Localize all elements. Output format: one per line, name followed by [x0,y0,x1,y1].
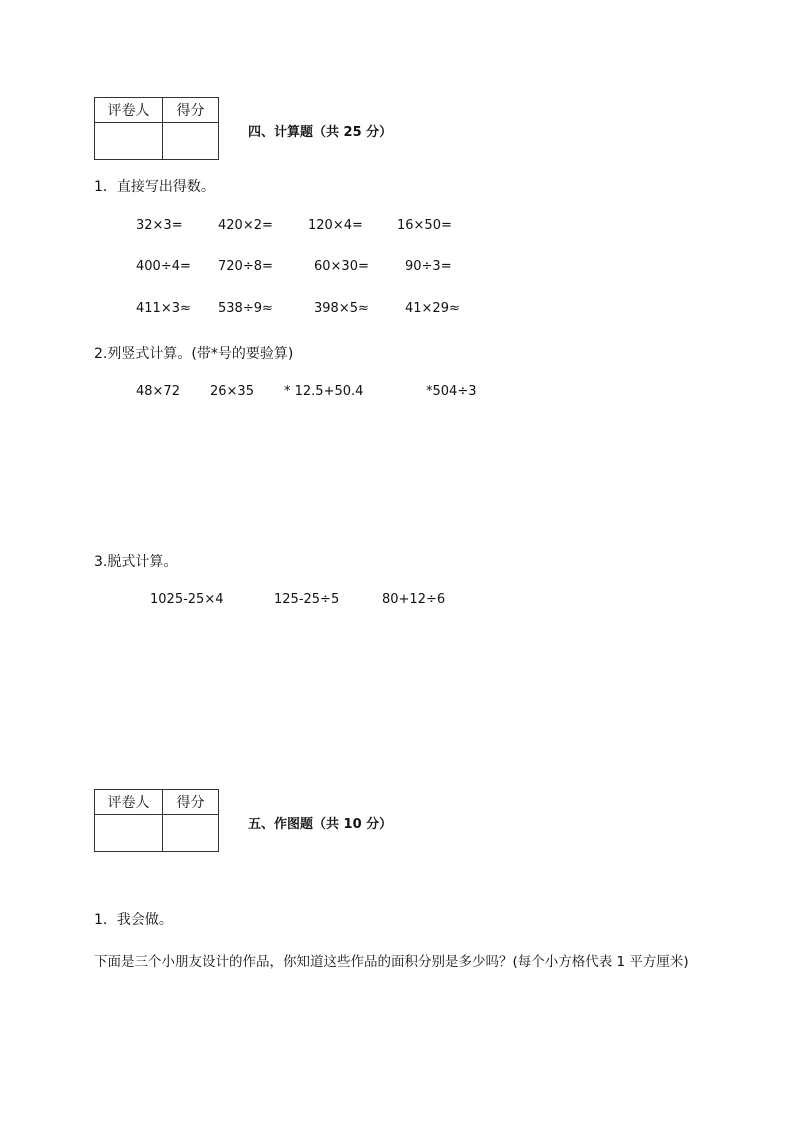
score-cell[interactable] [163,815,219,852]
expr-r2-c4: 90÷3= [405,259,452,274]
section-5-title: 五、作图题（共 10 分） [248,817,393,832]
reviewer-header: 评卷人 [95,98,163,123]
q2-label: 2.列竖式计算。(带*号的要验算) [94,346,294,362]
reviewer-cell[interactable] [95,123,163,160]
score-table-section-4 [94,97,219,160]
drawing-q1-label: 1．我会做。 [94,912,173,928]
score-header: 得分 [163,98,219,123]
score-cell[interactable] [163,123,219,160]
stepwise-expr-2: 125-25÷5 [274,592,340,607]
score-header: 得分 [163,790,219,815]
expr-r1-c1: 32×3= [136,218,183,233]
expr-r3-c4: 41×29≈ [405,301,460,316]
expr-r2-c1: 400÷4= [136,259,191,274]
stepwise-expr-3: 80+12÷6 [382,592,446,607]
reviewer-header: 评卷人 [95,790,163,815]
expr-r3-c2: 538÷9≈ [218,301,273,316]
reviewer-cell[interactable] [95,815,163,852]
q3-label: 3.脱式计算。 [94,554,178,570]
vertical-expr-2: 26×35 [210,384,254,399]
expr-r2-c3: 60×30= [314,259,369,274]
drawing-q1-text: 下面是三个小朋友设计的作品，你知道这些作品的面积分别是多少吗？(每个小方格代表 1 平方厘米) [94,954,689,970]
stepwise-expr-1: 1025-25×4 [150,592,224,607]
section-4-title: 四、计算题（共 25 分） [248,125,393,140]
vertical-expr-4: *504÷3 [426,384,477,399]
expr-r3-c1: 411×3≈ [136,301,191,316]
expr-r2-c2: 720÷8= [218,259,273,274]
expr-r1-c4: 16×50= [397,218,452,233]
expr-r3-c3: 398×5≈ [314,301,369,316]
vertical-expr-3: * 12.5+50.4 [284,384,364,399]
score-table-section-5 [94,789,219,852]
expr-r1-c2: 420×2= [218,218,273,233]
vertical-expr-1: 48×72 [136,384,180,399]
expr-r1-c3: 120×4= [308,218,363,233]
q1-label: 1．直接写出得数。 [94,179,215,195]
